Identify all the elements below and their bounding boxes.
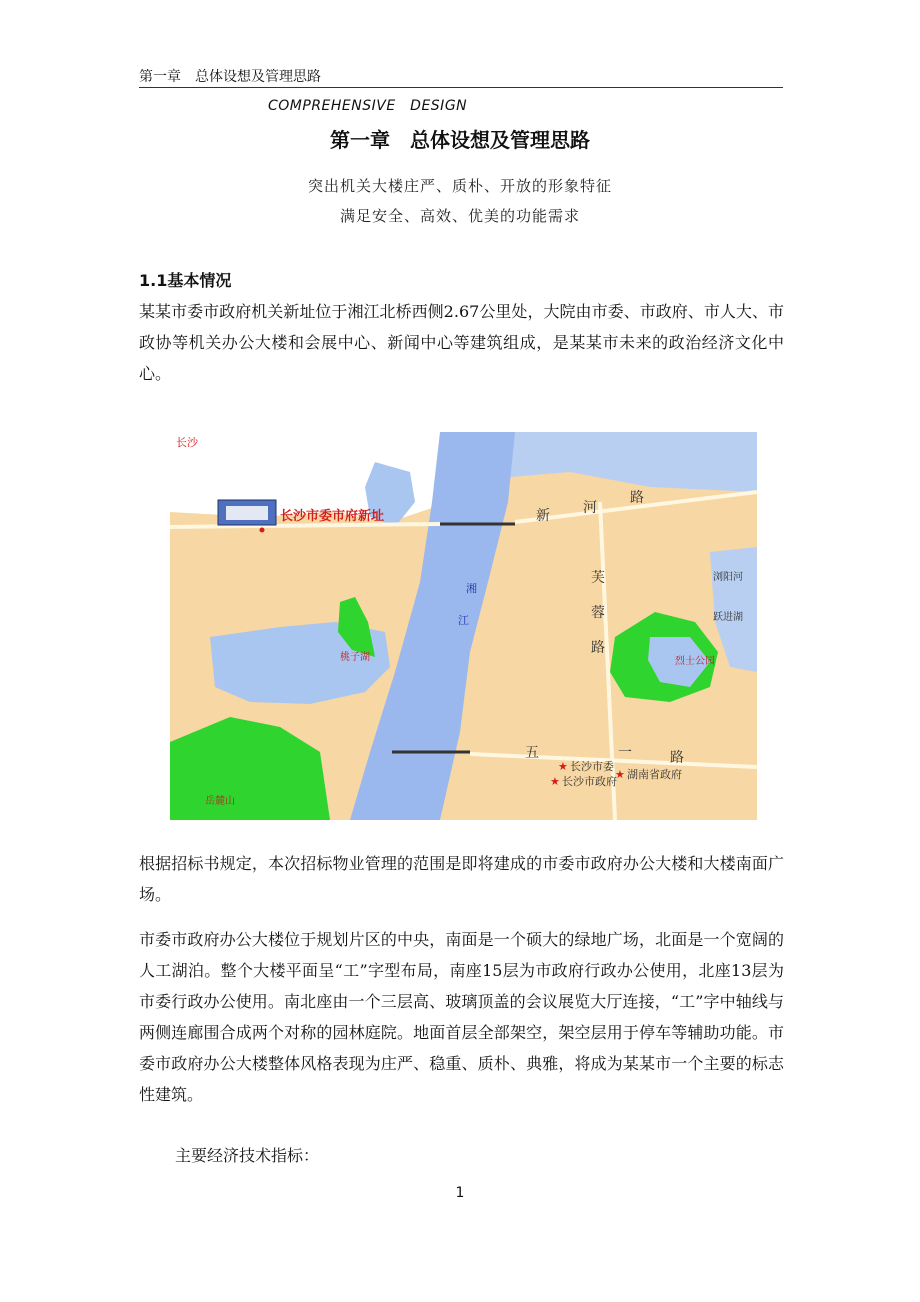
- map-label-shengzhengfu: 湖南省政府: [627, 768, 682, 781]
- slogan-line-1: 突出机关大楼庄严、质朴、开放的形象特征: [307, 177, 612, 195]
- new-site-photo-building: [226, 506, 268, 520]
- map-label-city: 长沙: [176, 436, 198, 449]
- marker-star-shengzhengfu: ★: [615, 768, 625, 781]
- paragraph-indicators-lead: 主要经济技术指标：: [175, 1146, 320, 1165]
- chapter-title: 第一章 总体设想及管理思路: [330, 128, 590, 152]
- paragraph-site-overview: 某某市委市政府机关新址位于湘江北桥西侧2.67公里处，大院由市委、市政府、市人大、市政协等机关办公大楼和会展中心、新闻中心等建筑组成，是某某市未来的政治经济文化中心。: [139, 302, 784, 383]
- header-rule: [139, 87, 783, 88]
- road-xinhe-char-2: 河: [583, 500, 597, 516]
- road-furong-char-2: 蓉: [591, 605, 605, 621]
- page-number: 1: [455, 1185, 465, 1201]
- english-subtitle: COMPREHENSIVE DESIGN: [268, 98, 468, 114]
- map-label-lieshi: 烈士公园: [675, 656, 715, 667]
- slogan-line-2: 满足安全、高效、优美的功能需求: [339, 207, 580, 225]
- map-label-shiwei: 长沙市委: [570, 760, 614, 773]
- paragraph-building: 市委市政府办公大楼位于规划片区的中央，南面是一个硕大的绿地广场，北面是一个宽阔的人工湖泊。整个大楼平面呈“工”字型布局，南座15层为市政府行政办公使用，北座13层为市委行政办公使用。南北座由一个三层高、玻璃顶盖的会议展览大厅连接，“工”字中轴线与两侧连廊围合成两个对称的园林庭院。地面首层全部架空，架空层用于停车等辅助功能。市委市政府办公大楼整体风格表现为庄严、稳重、质朴、典雅，将成为某某市一个主要的标志性建筑。: [139, 930, 784, 1104]
- road-furong-char-1: 芙: [591, 570, 605, 586]
- map-label-shizhengfu: 长沙市政府: [562, 775, 617, 788]
- river-char-1: 湘: [466, 582, 477, 595]
- location-map: [170, 432, 757, 820]
- section-heading: 1.1基本情况: [139, 271, 232, 290]
- map-label-yuejin: 跃进湖: [713, 612, 743, 623]
- road-wuyi-char-3: 路: [670, 750, 684, 766]
- map-label-liuyang: 浏阳河: [713, 572, 743, 583]
- marker-star-shiwei: ★: [558, 760, 568, 773]
- road-xinhe-char-3: 路: [630, 490, 644, 506]
- road-wuyi-char-1: 五: [525, 745, 539, 761]
- map-label-taozi: 桃子湖: [340, 652, 370, 663]
- road-xinhe-char-1: 新: [536, 508, 550, 524]
- river-char-2: 江: [458, 614, 469, 627]
- map-label-yuelu: 岳麓山: [205, 796, 235, 807]
- new-site-marker: [260, 528, 265, 533]
- paragraph-scope: 根据招标书规定，本次招标物业管理的范围是即将建成的市委市政府办公大楼和大楼南面广场。: [139, 854, 784, 904]
- road-wuyi-char-2: 一: [618, 745, 632, 761]
- road-furong-char-3: 路: [591, 640, 605, 656]
- marker-star-shizhengfu: ★: [550, 775, 560, 788]
- page-header: 第一章 总体设想及管理思路: [139, 69, 321, 85]
- map-label-new-site: 长沙市委市府新址: [280, 509, 385, 524]
